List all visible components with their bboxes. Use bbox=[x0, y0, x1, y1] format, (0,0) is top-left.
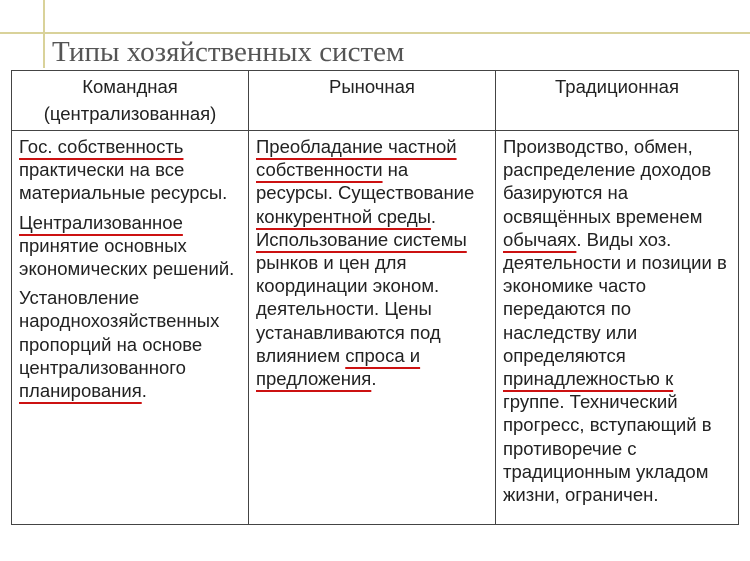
text-segment: Производство, обмен, распределение доходов базируются на освящённых временем bbox=[503, 136, 712, 227]
text-segment: рынков и цен для координации эконом. деятельности. Цены устанавливаются под влиянием bbox=[256, 252, 441, 366]
text-segment: на ресурсы. Существование bbox=[256, 159, 475, 204]
header-market: Рыночная bbox=[249, 71, 496, 131]
underlined-term: спроса и предложения bbox=[256, 344, 421, 390]
underlined-term: Использование системы bbox=[256, 228, 467, 250]
underlined-term: Преобладание частной собственности bbox=[256, 136, 457, 181]
decorative-vertical-rule bbox=[43, 0, 45, 68]
cell-paragraph bbox=[19, 135, 241, 205]
text-segment: Установление народнохозяйственных пропорций на основе централизованного bbox=[19, 287, 220, 378]
underlined-term: Централизованное bbox=[19, 211, 183, 233]
underlined-term: обычаях bbox=[503, 228, 577, 250]
decorative-horizontal-rule bbox=[0, 32, 750, 34]
underlined-term: принадлежностью к bbox=[503, 368, 674, 390]
cell-command bbox=[12, 131, 249, 525]
text-segment: принятие основных экономических решений. bbox=[19, 234, 235, 280]
header-row bbox=[12, 71, 739, 131]
underlined-term: Гос. собственность bbox=[19, 136, 184, 157]
content-row bbox=[12, 131, 739, 525]
text-segment: практически на все материальные ресурсы. bbox=[19, 159, 228, 204]
underlined-term: конкурентной среды bbox=[256, 205, 431, 227]
cell-paragraph bbox=[19, 286, 241, 402]
cell-paragraph bbox=[503, 135, 731, 506]
comparison-table bbox=[11, 70, 739, 525]
text-segment: . bbox=[141, 380, 147, 402]
text-segment: группе. Технический прогресс, вступающий в противоречие с традиционным укладом жизни, ограничен. bbox=[503, 391, 712, 506]
cell-paragraph bbox=[19, 211, 241, 281]
header-traditional: Традиционная bbox=[496, 71, 739, 131]
cell-market bbox=[249, 131, 496, 525]
underlined-term: планирования bbox=[19, 380, 142, 402]
cell-paragraph bbox=[256, 135, 488, 390]
page-title: Типы хозяйственных систем bbox=[52, 36, 405, 68]
text-segment: . bbox=[430, 205, 437, 227]
cell-traditional bbox=[496, 131, 739, 525]
text-segment: . bbox=[371, 368, 377, 390]
header-command: Командная (централизованная) bbox=[12, 71, 249, 131]
text-segment: . Виды хоз. деятельности и позиции в экономике часто передаются по наследству или определяются bbox=[503, 228, 727, 366]
